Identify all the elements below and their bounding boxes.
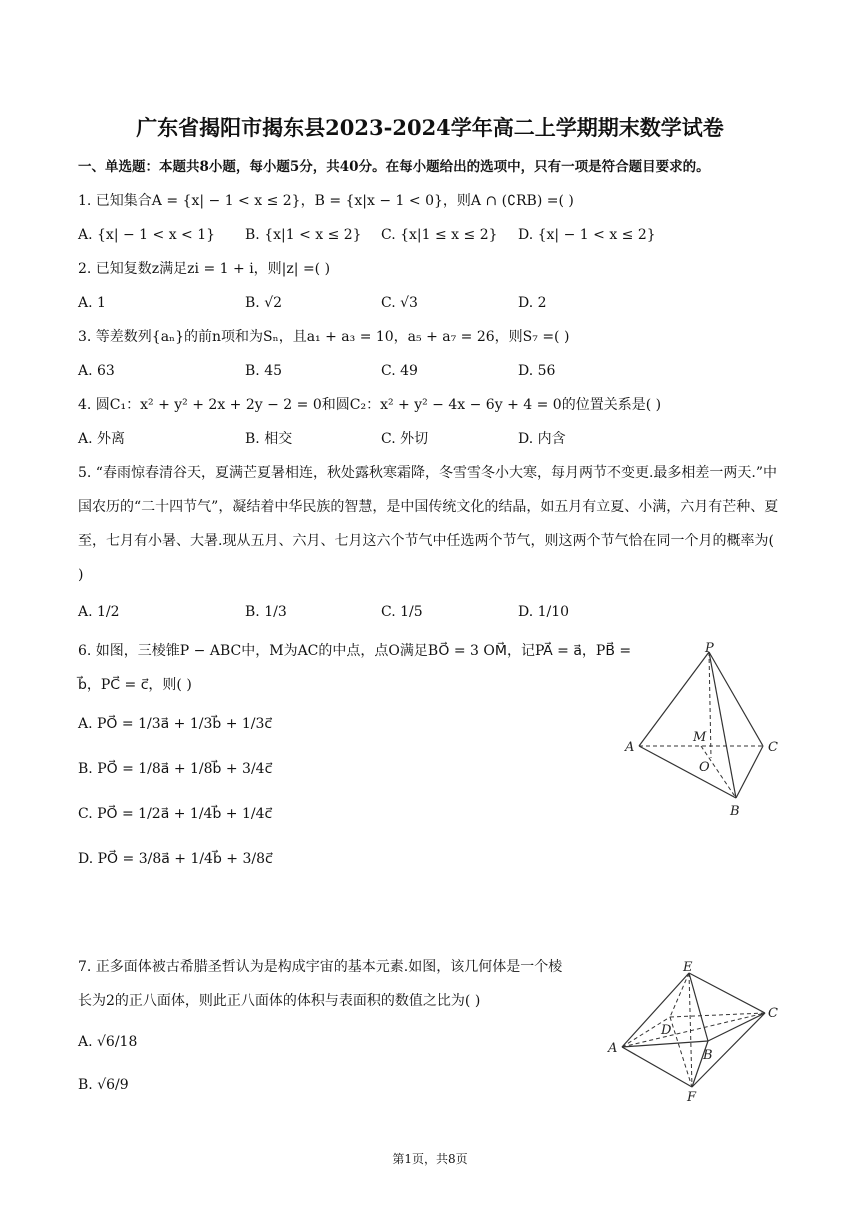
page-title: 广东省揭阳市揭东县2023-2024学年高二上学期期末数学试卷 — [136, 115, 724, 140]
edge-ed — [670, 973, 689, 1017]
edge-pb — [709, 652, 736, 798]
label-b: B — [703, 1048, 713, 1063]
q1-option-b: B. {x|1 < x ≤ 2} — [245, 227, 362, 243]
q6-option-b: B. PO⃗ = 1/8a⃗ + 1/8b⃗ + 3/4c⃗ — [78, 761, 273, 777]
q2-option-d: D. 2 — [518, 295, 547, 311]
label-a: A — [625, 740, 635, 755]
q3-option-a: A. 63 — [78, 363, 115, 379]
question-3-stem: 3. 等差数列{aₙ}的前n项和为Sₙ，且a₁ + a₃ = 10，a₅ + a₇ = 26，则S₇ =( ) — [78, 329, 570, 345]
octahedron-figure — [600, 955, 790, 1105]
label-o: O — [699, 760, 710, 775]
label-m: M — [693, 730, 707, 745]
question-7-stem-line1: 7. 正多面体被古希腊圣哲认为是构成宇宙的基本元素.如图，该几何体是一个棱 — [78, 959, 563, 975]
q2-option-c: C. √3 — [381, 295, 418, 311]
question-2-stem: 2. 已知复数z满足zi = 1 + i，则|z| =( ) — [78, 261, 331, 277]
q1-option-a: A. {x| − 1 < x < 1} — [78, 227, 216, 243]
edge-bc — [708, 1013, 765, 1041]
edge-ab — [622, 1041, 708, 1047]
label-p: P — [705, 641, 714, 656]
edge-ab — [639, 746, 736, 798]
q6-option-a: A. PO⃗ = 1/3a⃗ + 1/3b⃗ + 1/3c⃗ — [78, 716, 273, 732]
label-c: C — [768, 740, 778, 755]
q6-option-d: D. PO⃗ = 3/8a⃗ + 1/4b⃗ + 3/8c⃗ — [78, 851, 273, 867]
edge-cb — [736, 746, 763, 798]
q7-option-a: A. √6/18 — [78, 1034, 138, 1050]
question-6-stem-line1: 6. 如图，三棱锥P − ABC中，M为AC的中点，点O满足BO⃗ = 3 OM⃗，记PA⃗ = a⃗，PB⃗ = — [78, 643, 632, 659]
q2-option-a: A. 1 — [78, 295, 106, 311]
q1-option-d: D. {x| − 1 < x ≤ 2} — [518, 227, 656, 243]
q4-option-d: D. 内含 — [518, 431, 566, 447]
edge-ec — [689, 973, 765, 1013]
q4-option-b: B. 相交 — [245, 431, 293, 447]
label-d: D — [661, 1023, 672, 1038]
question-7-stem-line2: 长为2的正八面体，则此正八面体的体积与表面积的数值之比为( ) — [78, 993, 481, 1009]
question-6-stem-line2: b⃗，PC⃗ = c⃗，则( ) — [78, 677, 192, 693]
q5-option-b: B. 1/3 — [245, 604, 287, 620]
q5-option-d: D. 1/10 — [518, 604, 570, 620]
question-4-stem: 4. 圆C₁：x² + y² + 2x + 2y − 2 = 0和圆C₂：x² + y² − 4x − 6y + 4 = 0的位置关系是( ) — [78, 397, 662, 413]
label-e: E — [683, 960, 693, 975]
q3-option-d: D. 56 — [518, 363, 556, 379]
q4-option-c: C. 外切 — [381, 431, 429, 447]
page-footer: 第1页，共8页 — [392, 1152, 468, 1166]
q7-option-b: B. √6/9 — [78, 1077, 129, 1093]
question-1-stem: 1. 已知集合A = {x| − 1 < x ≤ 2}，B = {x|x − 1 < 0}，则A ∩ (∁RB) =( ) — [78, 193, 574, 209]
q2-option-b: B. √2 — [245, 295, 283, 311]
edge-dc — [670, 1013, 765, 1017]
q1-option-c: C. {x|1 ≤ x ≤ 2} — [381, 227, 498, 243]
q4-option-a: A. 外离 — [78, 431, 126, 447]
question-5-stem: 5. “春雨惊春清谷天，夏满芒夏暑相连，秋处露秋寒霜降，冬雪雪冬小大寒，每月两节不变更.最多相差一两天.”中国农历的“二十四节气”，凝结着中华民族的智慧，是中国传统文化的结晶，如五月有立夏、小满，六月有芒种、夏至，七月有小暑、大暑.现从五月、六月、七月这六个节气中任选两个节气，则这两个节气恰在同一个月的概率为( ) — [78, 465, 779, 583]
label-c: C — [768, 1006, 778, 1021]
label-b: B — [730, 804, 740, 819]
segment-po — [709, 652, 711, 758]
q5-option-a: A. 1/2 — [78, 604, 120, 620]
q6-option-c: C. PO⃗ = 1/2a⃗ + 1/4b⃗ + 1/4c⃗ — [78, 806, 273, 822]
edge-ea — [622, 973, 689, 1047]
q3-option-b: B. 45 — [245, 363, 283, 379]
q3-option-c: C. 49 — [381, 363, 418, 379]
q5-option-c: C. 1/5 — [381, 604, 423, 620]
section-heading: 一、单选题：本题共8小题，每小题5分，共40分。在每小题给出的选项中，只有一项是符合题目要求的。 — [78, 159, 710, 175]
label-a: A — [608, 1041, 618, 1056]
tetrahedron-figure — [615, 640, 790, 820]
label-f: F — [687, 1090, 697, 1105]
